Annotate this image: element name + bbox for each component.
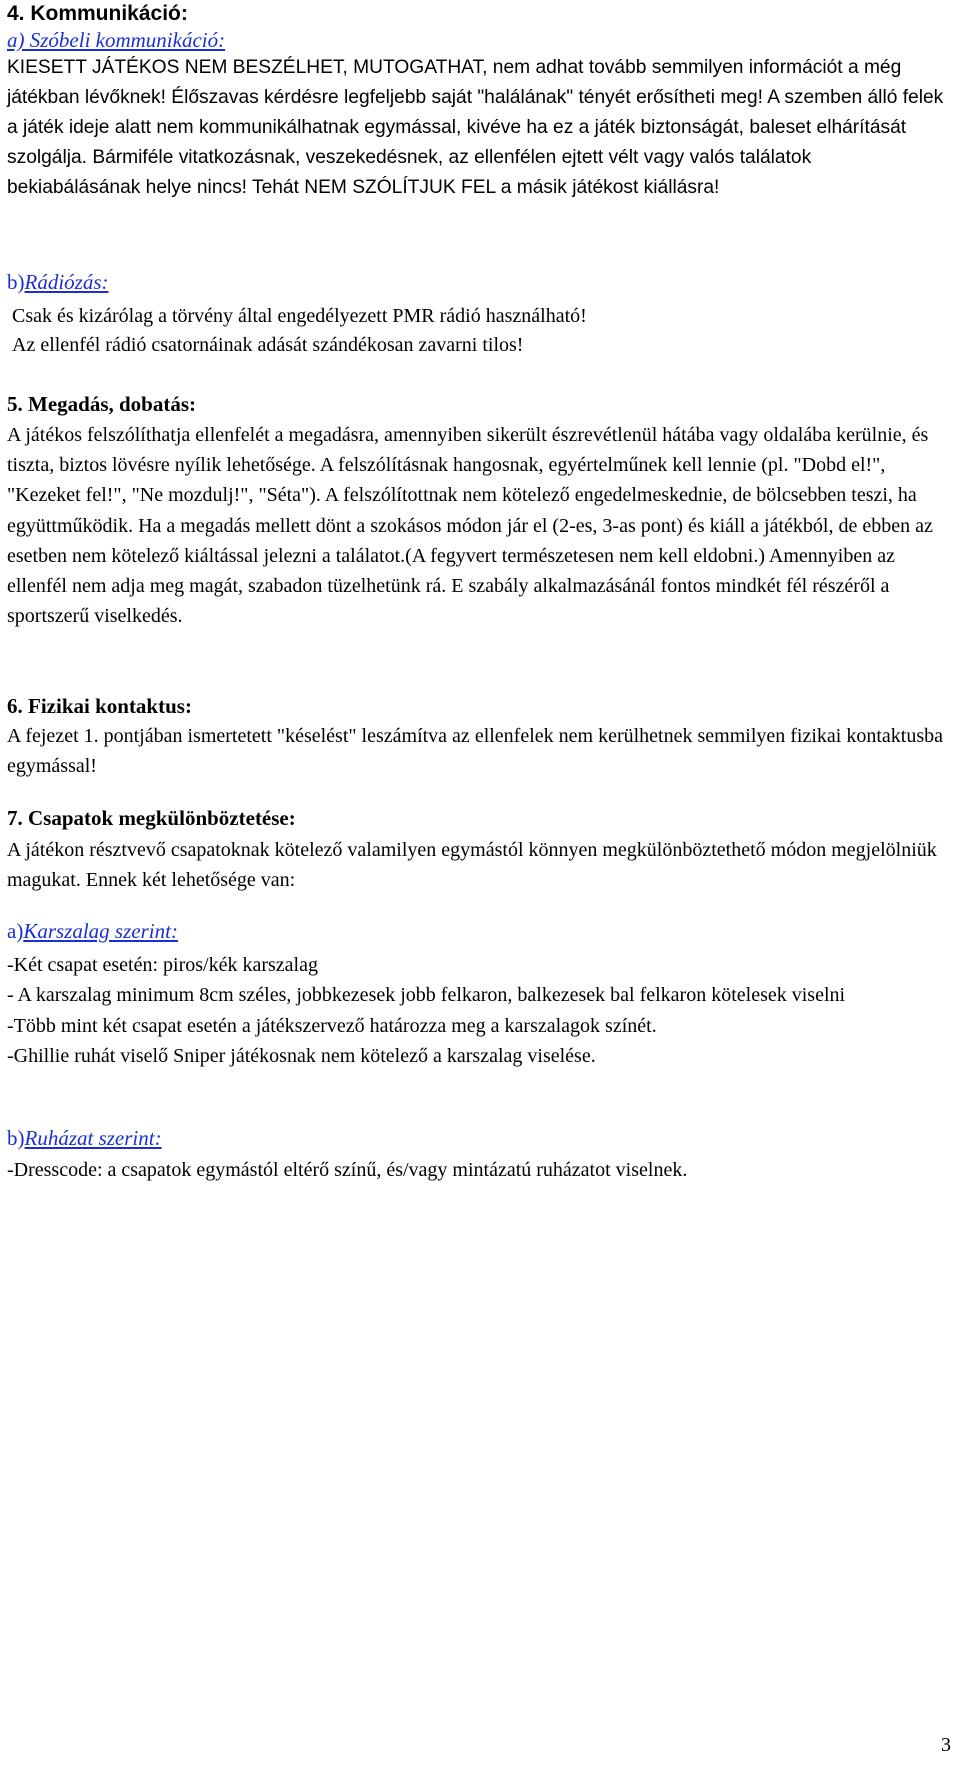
section-4b-prefix: b) xyxy=(7,270,25,294)
section-7a-label: Karszalag szerint: xyxy=(23,919,178,943)
section-4a-subheading: a) Szóbeli kommunikáció: xyxy=(7,28,226,52)
section-5-title: 5. Megadás, dobatás: xyxy=(7,392,197,416)
section-4a-text: KIESETT JÁTÉKOS NEM BESZÉLHET, MUTOGATHAT, nem adhat tovább semmilyen információt a még játékban lévőknek! Élőszavas kérdésre legfeljebb saját "halálának" tényét erősítheti meg! A szemben álló felek a játék ideje alatt nem kommunikálhatnak egymással, kivéve ha ez a játék biztonságát, baleset elhárítását szolgálja. Bármiféle vitatkozásnak, veszekedésnek, az ellenfélen ejtett vélt vagy valós találatok bekiabálásának helye nincs! Tehát NEM SZÓLÍTJUK FEL a másik játékost kiállásra! xyxy=(7,57,944,198)
section-7a-prefix: a) xyxy=(7,919,24,943)
section-7b-prefix: b) xyxy=(7,1126,25,1150)
section-4b-subheading xyxy=(7,270,947,294)
section-7a-subheading xyxy=(7,919,947,943)
section-6-title: 6. Fizikai kontaktus: xyxy=(7,694,192,718)
section-6-text: A fejezet 1. pontjában ismertetett "késelést" leszámítva az ellenfelek nem kerülhetnek semmilyen fizikai kontaktusba egymással! xyxy=(7,725,943,777)
section-7b-subheading xyxy=(7,1126,947,1150)
section-7-title: 7. Csapatok megkülönböztetése: xyxy=(7,806,296,830)
section-7b-text: -Dresscode: a csapatok egymástól eltérő színű, és/vagy mintázatú ruházatot viselnek. xyxy=(7,1159,688,1181)
section-4b-label: Rádiózás: xyxy=(24,270,109,294)
section-4b-text: Csak és kizárólag a törvény által engedélyezett PMR rádió használható! Az ellenfél rádió csatornáinak adását szándékosan zavarni tilos! xyxy=(12,305,587,356)
section-7-text: A játékon résztvevő csapatoknak kötelező valamilyen egymástól könnyen megkülönböztethető módon megjelölniük magukat. Ennek két lehetősége van: xyxy=(7,839,937,891)
section-4-title: 4. Kommunikáció: xyxy=(7,2,188,25)
section-7b-label: Ruházat szerint: xyxy=(24,1126,162,1150)
page-number: 3 xyxy=(941,1734,951,1756)
section-7a-text: -Két csapat esetén: piros/kék karszalag - A karszalag minimum 8cm széles, jobbkezesek jobb felkaron, balkezesek bal felkaron kötelesek viselni -Több mint két csapat esetén a játékszervező határozza meg a karszalagok színét. -Ghillie ruhát viselő Sniper játékosnak nem kötelező a karszalag viselése. xyxy=(7,954,846,1068)
section-5-text: A játékos felszólíthatja ellenfelét a megadásra, amennyiben sikerült észrevétlenül hátába vagy oldalába kerülnie, és tiszta, biztos lövésre nyílik lehetősége. A felszólításnak hangosnak, egyértelműnek kell lennie (pl. "Dobd el!", "Kezeket fel!", "Ne mozdulj!", "Séta"). A felszólítottnak nem kötelező engedelmeskednie, de bölcsebben teszi, ha együttműködik. Ha a megadás mellett dönt a szokásos módon jár el (2-es, 3-as pont) és kiáll a játékból, de ebben az esetben nem kötelező kiáltással jelezni a találatot.(A fegyvert természetesen nem kell eldobni.) Amennyiben az ellenfél nem adja meg magát, szabadon tüzelhetünk rá. E szabály alkalmazásánál fontos mindkét fél részéről a sportszerű viselkedés. xyxy=(7,424,933,628)
